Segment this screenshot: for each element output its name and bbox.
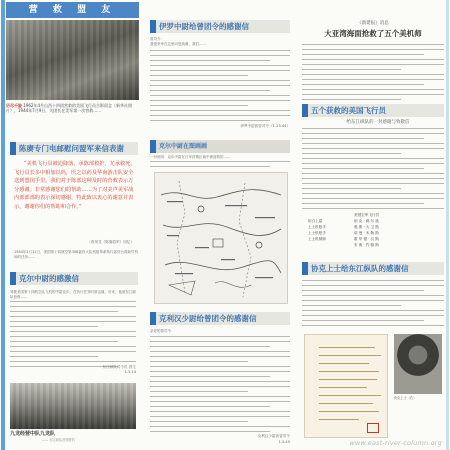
signature-block — [302, 212, 444, 262]
section-heading-yiluo-text: 伊罗中尉给曾团令的感谢信 — [159, 22, 249, 31]
five-pilots-subtitle: 给东江纵队的一封感谢与致敬信 — [346, 120, 410, 125]
section-heading-kerr — [10, 272, 138, 285]
kerrihan-greeting: 亲爱的曾司令： — [150, 329, 175, 333]
left-accent-rail — [1, 0, 5, 450]
section-heading-chen-geng-text: 陈赓专门电邮慰问盟军来信表谢 — [19, 144, 124, 153]
news-source-tag: 《新建报》消息 — [357, 21, 389, 26]
portrait-caption: 协克上士（右） — [394, 396, 417, 400]
sergeant-portrait — [394, 334, 442, 394]
intro-paragraph: 1944年2月11日，美国第十四航空第308轰炸大队机组奉命执行轰炸台湾新竹机场的任务…… — [14, 250, 138, 259]
news-body-lines — [302, 44, 444, 104]
signature-line-1: 坦 克 · 威 尔 逊 — [354, 219, 379, 223]
section-heading-kerr-text: 克尔中尉的感激信 — [19, 274, 79, 283]
yiluo-greeting: 曾司令： — [150, 37, 164, 41]
section-heading-yiluo — [150, 20, 290, 33]
hand-drawn-map — [154, 172, 288, 304]
photo-caption-text: 1962年4月山西十四团营救的美国飞行员合影留念（新华社照片），1944年7月9日，关团长在美军第一次营救…… — [6, 103, 132, 113]
five-pilots-body-lines — [302, 128, 444, 213]
watermark-url: www.east-river-column.org — [349, 439, 442, 447]
kerrihan-date: 1.3.45 — [278, 440, 290, 444]
signature-line-2: 奥 斯 · 大 卫 斯 — [354, 225, 379, 229]
team-photo-caption: 九龙经营中队九龙队 — [10, 431, 56, 437]
middle-column — [146, 0, 292, 450]
news-title: 大亚湾海面抢救了五个美机师 — [324, 29, 422, 38]
map-note-lines — [150, 161, 290, 171]
handwritten-letter-image — [304, 334, 388, 438]
news-header — [300, 20, 446, 39]
signature-role-0: 坦白上尉 — [308, 219, 323, 223]
section-heading-chen-geng — [10, 142, 138, 155]
section-heading-map-text: 克尔中尉在图画画 — [159, 143, 208, 150]
kerr-body-lines — [10, 301, 136, 371]
map-note: 一份说明：克尔中尉在日军封锁区域中被营救的…… — [150, 155, 231, 159]
quote-source: （蒋荣龙《陈赓将军》回忆） — [87, 240, 134, 244]
signature-role-3: 上士机械师 — [308, 237, 326, 241]
signature-line-3: 诺 曼 · 米 勒 斯 — [354, 231, 379, 235]
section-heading-sergeant — [302, 262, 444, 275]
photo-caption — [6, 103, 139, 113]
section-heading-kerrihan — [150, 312, 290, 325]
section-heading-map — [150, 140, 290, 153]
team-photo-source: —— 东江纵队旧照资料 — [42, 438, 75, 442]
map-sketch-svg — [155, 173, 289, 305]
left-column — [6, 0, 139, 450]
kerr-date: 1.3.14 — [124, 370, 136, 374]
team-photo — [10, 383, 136, 429]
section-heading-kerrihan-text: 克利汉少尉给曾团令的感谢信 — [159, 314, 257, 323]
section-heading-five-pilots — [302, 104, 444, 117]
signature-role-2: 上士机枪手 — [308, 231, 326, 235]
yiluo-signature: 伊罗中尉致曾司令（1.23.44） — [240, 124, 290, 128]
quoted-letter: “美机飞行员被迫降落，承陈部救护，尤承救死、飞行员长多中相加以吗，医之以药及华南游击队安全送到盟国手里。我们对于陈部这种及时的营救表示万分感谢。非常感谢您们的帮助……为了对美声美军战内部部部的表示深切感谢，特此致以衷心的谢意并表示，谢谢你们的帮助和合作。” — [14, 161, 136, 210]
kerr-signature: 东江纵队司令员 曾生 — [102, 365, 136, 369]
signature-role-1: 上士机枪手 — [308, 225, 326, 229]
photo-caption-highlight: 历尽千险 — [6, 103, 22, 108]
signature-line-4: 霍 华 德 · 汉 斯 — [354, 237, 379, 241]
section-banner: 营 救 盟 友 — [6, 2, 139, 18]
group-photo — [6, 20, 139, 100]
yiluo-body-lines — [150, 50, 290, 125]
sergeant-body-lines — [302, 280, 444, 330]
yiluo-first-line: 我很荣幸在这里向您致谢，我们…… — [150, 42, 206, 46]
section-heading-sergeant-text: 协克上士给东江纵队的感谢信 — [311, 264, 409, 273]
signature-line-5: 布 朗 · 约 翰 斯 — [354, 243, 379, 247]
right-column — [300, 0, 446, 450]
signature-line-0: 美国空军飞行员 — [354, 213, 380, 217]
kerrihan-body-lines — [150, 336, 290, 436]
section-heading-five-pilots-text: 五个获救的美国飞行员 — [311, 106, 386, 115]
right-accent-rail — [446, 0, 449, 450]
kerr-body: 驾驶美国第十四航空队飞机的中尉克尔，在执行任务时被击落，后来，他被东江纵队营救…… — [10, 290, 136, 299]
kerrihan-signature: 克利汉少尉致曾司令 — [257, 434, 290, 438]
